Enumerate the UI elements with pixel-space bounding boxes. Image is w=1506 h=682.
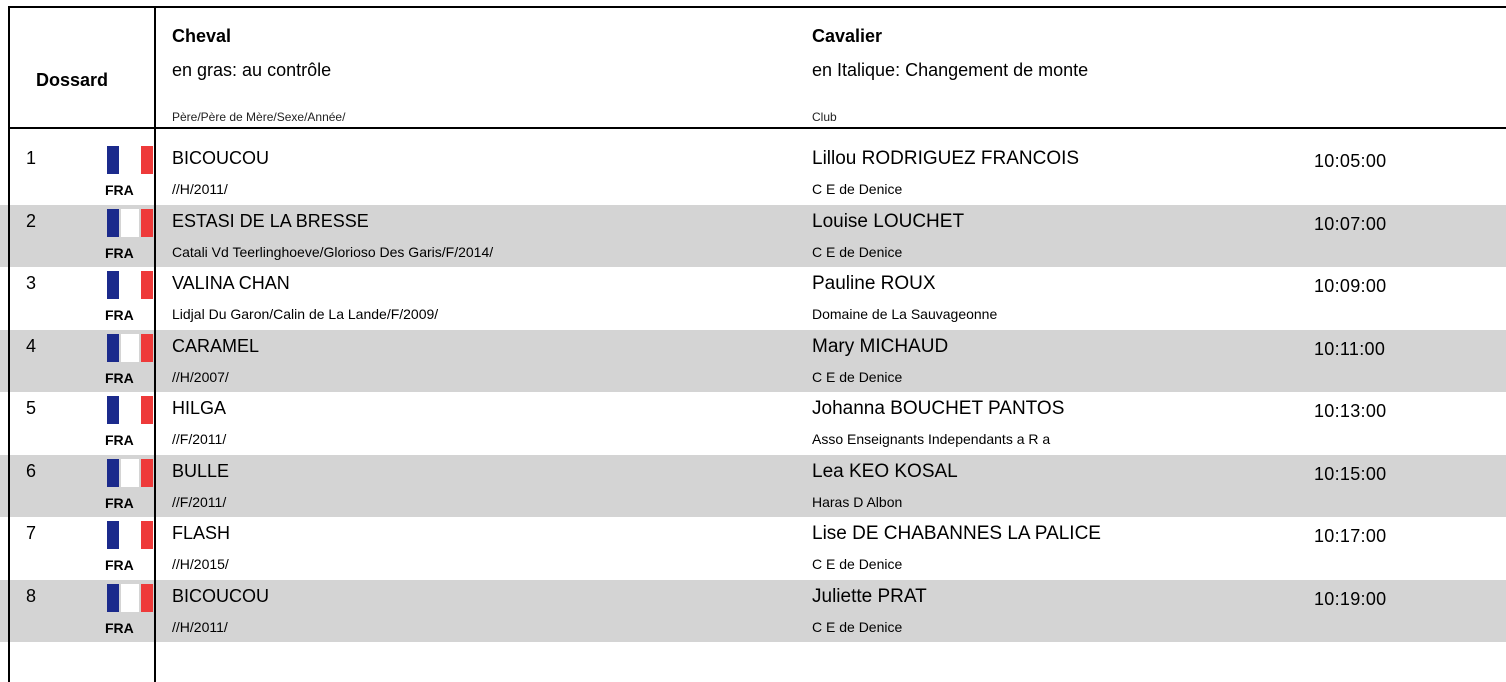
bib-number: 6 (26, 460, 37, 481)
table-row (0, 517, 1506, 579)
france-flag-icon (107, 146, 155, 174)
header-cheval: Cheval (172, 26, 232, 46)
nationality-code: FRA (105, 557, 134, 573)
france-flag-icon (107, 459, 155, 487)
horse-pedigree: //F/2011/ (172, 431, 227, 447)
bib-number: 3 (26, 273, 37, 293)
horse-pedigree: //F/2011/ (172, 493, 227, 510)
header-cheval-small: Père/Père de Mère/Sexe/Année/ (172, 110, 346, 124)
rider-club: C E de Denice (812, 556, 903, 572)
nationality-code: FRA (105, 307, 134, 323)
header-club-small: Club (812, 110, 837, 124)
rider-name: Pauline ROUX (812, 273, 936, 294)
start-time: 10:05:00 (1314, 151, 1387, 171)
column-divider (154, 6, 156, 682)
horse-name: BICOUCOU (172, 585, 270, 606)
bib-number: 1 (26, 148, 37, 168)
horse-pedigree: Lidjal Du Garon/Calin de La Lande/F/2009/ (172, 306, 439, 322)
rider-club: C E de Denice (812, 368, 903, 385)
nationality-code: FRA (105, 619, 134, 636)
horse-name: FLASH (172, 523, 231, 543)
rider-name: Lise DE CHABANNES LA PALICE (812, 523, 1101, 544)
rider-club: C E de Denice (812, 618, 903, 635)
horse-pedigree: //H/2015/ (172, 556, 229, 572)
rider-club: C E de Denice (812, 181, 903, 197)
rider-club: C E de Denice (812, 243, 903, 260)
nationality-code: FRA (105, 432, 134, 448)
left-border (8, 6, 10, 682)
header-cavalier-sub: en Italique: Changement de monte (812, 60, 1089, 80)
rider-name: Juliette PRAT (812, 585, 927, 607)
table-row (0, 580, 1506, 642)
bib-number: 4 (26, 335, 37, 356)
horse-name: BICOUCOU (172, 148, 270, 168)
horse-name: BULLE (172, 460, 230, 481)
france-flag-icon (107, 271, 155, 299)
horse-name: ESTASI DE LA BRESSE (172, 210, 369, 231)
start-time: 10:17:00 (1314, 526, 1387, 546)
header-divider (8, 127, 1506, 129)
horse-pedigree: //H/2011/ (172, 181, 228, 197)
horse-name: VALINA CHAN (172, 273, 290, 293)
rider-club: Haras D Albon (812, 493, 903, 510)
france-flag-icon (107, 396, 155, 424)
header-cavalier: Cavalier (812, 26, 883, 46)
france-flag-icon (107, 334, 155, 362)
horse-name: HILGA (172, 398, 227, 418)
nationality-code: FRA (105, 369, 134, 386)
start-time: 10:07:00 (1314, 213, 1387, 234)
france-flag-icon (107, 584, 155, 612)
horse-name: CARAMEL (172, 335, 260, 356)
table-row (0, 455, 1506, 517)
rider-name: Lillou RODRIGUEZ FRANCOIS (812, 148, 1080, 169)
bib-number: 7 (26, 523, 37, 543)
table-row (0, 205, 1506, 267)
start-time: 10:09:00 (1314, 276, 1387, 296)
rider-club: Asso Enseignants Independants a R a (812, 431, 1051, 447)
france-flag-icon (107, 521, 155, 549)
nationality-code: FRA (105, 182, 134, 198)
table-row (0, 142, 1506, 204)
horse-pedigree: Catali Vd Teerlinghoeve/Glorioso Des Garis/F/2014/ (172, 243, 494, 260)
rider-club: Domaine de La Sauvageonne (812, 306, 998, 322)
start-time: 10:15:00 (1314, 463, 1387, 484)
rider-name: Louise LOUCHET (812, 210, 965, 232)
top-border (8, 6, 1506, 8)
table-row (0, 392, 1506, 454)
header-dossard: Dossard (36, 70, 109, 90)
start-time: 10:11:00 (1314, 338, 1386, 359)
france-flag-icon (107, 209, 155, 237)
table-row (0, 330, 1506, 392)
bib-number: 2 (26, 210, 37, 231)
rider-name: Mary MICHAUD (812, 335, 949, 357)
header-cheval-sub: en gras: au contrôle (172, 60, 332, 80)
nationality-code: FRA (105, 244, 134, 261)
horse-pedigree: //H/2011/ (172, 618, 228, 635)
rider-name: Lea KEO KOSAL (812, 460, 958, 482)
nationality-code: FRA (105, 494, 134, 511)
rider-name: Johanna BOUCHET PANTOS (812, 398, 1065, 419)
bib-number: 5 (26, 398, 37, 418)
horse-pedigree: //H/2007/ (172, 368, 229, 385)
start-time: 10:19:00 (1314, 588, 1387, 609)
bib-number: 8 (26, 585, 37, 606)
table-row (0, 267, 1506, 329)
start-time: 10:13:00 (1314, 401, 1387, 421)
